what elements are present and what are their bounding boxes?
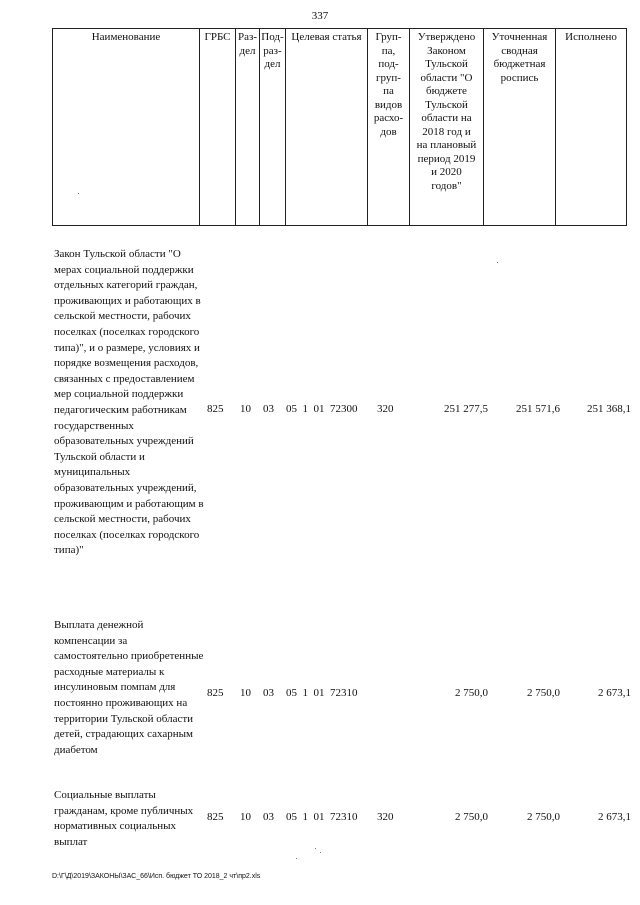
table-row <box>52 788 631 858</box>
file-path-footer: D:\Г\Д\2019\ЗАКОНЫ\ЗАС_66\Исп. бюджет ТО 2018_2 чт\пр2.xls <box>52 873 261 880</box>
row-revised: 251 571,6 <box>516 403 560 415</box>
row-name: Выплата денежной компенсации за самостоятельно приобретенные расходные материалы к инсулиновым помпам для постоянно проживающих на территории Тульской области детей, страдающих сахарным диабетом <box>54 619 204 756</box>
row-executed: 251 368,1 <box>587 403 631 415</box>
row-approved: 2 750,0 <box>455 687 488 699</box>
row-grbs: 825 <box>207 403 224 415</box>
row-target: 05 1 01 72300 <box>286 403 358 415</box>
row-target: 05 1 01 72310 <box>286 811 358 823</box>
header-razdel: Раз- дел <box>236 29 260 226</box>
row-podrazdel: 03 <box>263 811 274 823</box>
row-approved: 2 750,0 <box>455 811 488 823</box>
row-approved: 251 277,5 <box>444 403 488 415</box>
row-group: 320 <box>377 403 394 415</box>
row-target: 05 1 01 72310 <box>286 687 358 699</box>
header-grbs: ГРБС <box>200 29 236 226</box>
row-revised: 2 750,0 <box>527 687 560 699</box>
header-group: Груп- па, под- груп- па видов расхо- дов <box>368 29 410 226</box>
header-name: Наименование <box>53 29 200 226</box>
table-header <box>52 28 627 226</box>
row-grbs: 825 <box>207 687 224 699</box>
row-podrazdel: 03 <box>263 687 274 699</box>
table-row <box>52 618 631 778</box>
scan-speck <box>320 852 321 853</box>
row-razdel: 10 <box>240 811 251 823</box>
row-executed: 2 673,1 <box>598 687 631 699</box>
scan-speck <box>78 193 79 194</box>
header-approved: Утверждено Законом Тульской области "О бюджете Тульской области на 2018 год и на плановый период 2019 и 2020 годов" <box>410 29 484 226</box>
row-grbs: 825 <box>207 811 224 823</box>
table-row <box>52 247 631 587</box>
row-group: 320 <box>377 811 394 823</box>
row-name: Социальные выплаты гражданам, кроме публичных нормативных социальных выплат <box>54 789 194 848</box>
header-revised: Уточненная сводная бюджетная роспись <box>484 29 556 226</box>
header-podrazdel: Под- раз- дел <box>260 29 286 226</box>
row-name: Закон Тульской области "О мерах социальной поддержки отдельных категорий граждан, проживающих и работающих в сельской местности, рабочих поселках (поселках городского типа)", и о размере, условиях и порядке возмещения расходов, связанных с предоставлением мер социальной поддержки педагогическим работникам государственных образовательных учреждений Тульской области и муниципальных образовательных учреждений, проживающим и работающим в сельской местности, рабочих поселках (поселках городского типа)" <box>54 248 204 557</box>
row-podrazdel: 03 <box>263 403 274 415</box>
row-razdel: 10 <box>240 403 251 415</box>
header-executed: Исполнено <box>556 29 627 226</box>
header-target: Целевая статья <box>286 29 368 226</box>
scan-speck <box>315 848 316 849</box>
row-razdel: 10 <box>240 687 251 699</box>
scan-speck <box>497 262 498 263</box>
page-number: 337 <box>311 10 329 22</box>
row-revised: 2 750,0 <box>527 811 560 823</box>
scan-speck <box>296 858 297 859</box>
row-executed: 2 673,1 <box>598 811 631 823</box>
